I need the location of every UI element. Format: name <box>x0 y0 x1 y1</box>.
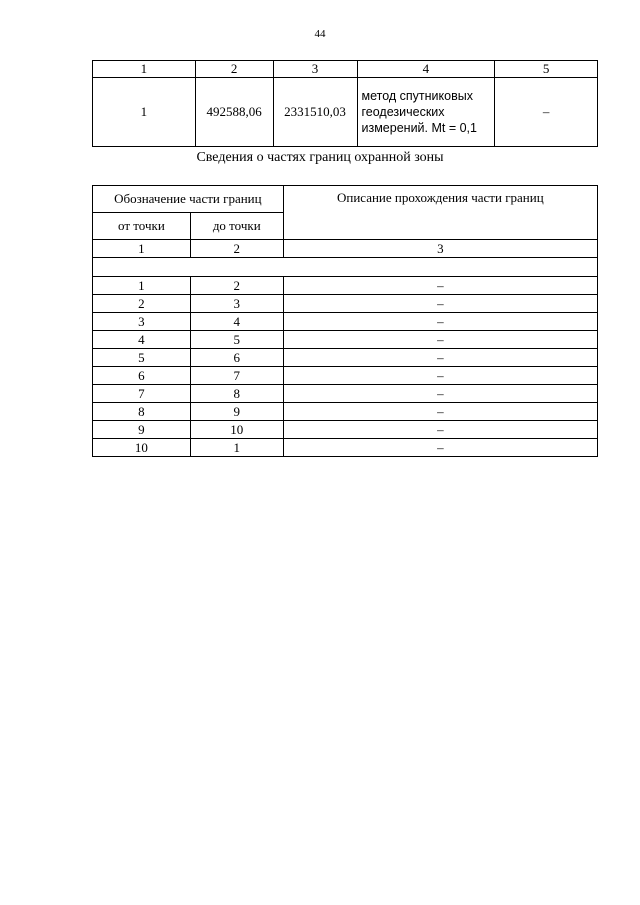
from-cell: 8 <box>93 403 191 421</box>
from-cell: 10 <box>93 439 191 457</box>
method-line: геодезических <box>361 105 445 119</box>
header-cell: 1 <box>93 61 196 78</box>
method-line: метод спутниковых <box>361 89 473 103</box>
from-cell: 9 <box>93 421 191 439</box>
column-number-row <box>93 240 598 258</box>
header-group-cell: Обозначение части границ <box>93 186 284 213</box>
x-coordinate-cell: 492588,06 <box>195 78 273 147</box>
from-cell: 4 <box>93 331 191 349</box>
description-cell: – <box>283 277 597 295</box>
to-cell: 8 <box>190 385 283 403</box>
table-row <box>93 367 598 385</box>
from-cell: 7 <box>93 385 191 403</box>
y-coordinate-cell: 2331510,03 <box>273 78 357 147</box>
column-number-cell: 2 <box>190 240 283 258</box>
description-cell: – <box>283 439 597 457</box>
table-row <box>93 385 598 403</box>
table-row <box>93 331 598 349</box>
description-cell: – <box>283 295 597 313</box>
to-cell: 10 <box>190 421 283 439</box>
page-number: 44 <box>314 28 326 40</box>
description-cell: – <box>283 313 597 331</box>
to-cell: 7 <box>190 367 283 385</box>
from-cell: 2 <box>93 295 191 313</box>
to-cell: 5 <box>190 331 283 349</box>
description-cell: – <box>283 331 597 349</box>
table-row <box>93 403 598 421</box>
table-row <box>93 277 598 295</box>
to-cell: 9 <box>190 403 283 421</box>
from-cell: 5 <box>93 349 191 367</box>
table-row <box>93 421 598 439</box>
coordinates-table <box>92 60 598 147</box>
spacer-row <box>93 258 598 277</box>
to-cell: 4 <box>190 313 283 331</box>
method-line: измерений. Mt = 0,1 <box>361 121 477 135</box>
section-title: Сведения о частях границ охранной зоны <box>196 150 444 165</box>
to-cell: 6 <box>190 349 283 367</box>
table-row <box>93 349 598 367</box>
description-cell: – <box>283 349 597 367</box>
header-row <box>93 61 598 78</box>
spacer-cell <box>93 258 598 277</box>
point-number-cell: 1 <box>93 78 196 147</box>
header-cell: 4 <box>357 61 495 78</box>
header-from-cell: от точки <box>93 213 191 240</box>
table-row <box>93 78 598 147</box>
description-cell: – <box>283 385 597 403</box>
from-cell: 1 <box>93 277 191 295</box>
description-cell: – <box>283 403 597 421</box>
header-to-cell: до точки <box>190 213 283 240</box>
accuracy-cell: – <box>495 78 598 147</box>
header-row <box>93 186 598 213</box>
boundary-parts-table <box>92 185 598 457</box>
to-cell: 1 <box>190 439 283 457</box>
to-cell: 2 <box>190 277 283 295</box>
column-number-cell: 1 <box>93 240 191 258</box>
header-cell: 2 <box>195 61 273 78</box>
from-cell: 3 <box>93 313 191 331</box>
from-cell: 6 <box>93 367 191 385</box>
description-cell: – <box>283 367 597 385</box>
description-cell: – <box>283 421 597 439</box>
column-number-cell: 3 <box>283 240 597 258</box>
header-cell: 3 <box>273 61 357 78</box>
table-row <box>93 295 598 313</box>
header-description-cell: Описание прохождения части границ <box>283 186 597 240</box>
table-row <box>93 313 598 331</box>
to-cell: 3 <box>190 295 283 313</box>
header-cell: 5 <box>495 61 598 78</box>
method-cell <box>357 78 495 147</box>
table-row <box>93 439 598 457</box>
